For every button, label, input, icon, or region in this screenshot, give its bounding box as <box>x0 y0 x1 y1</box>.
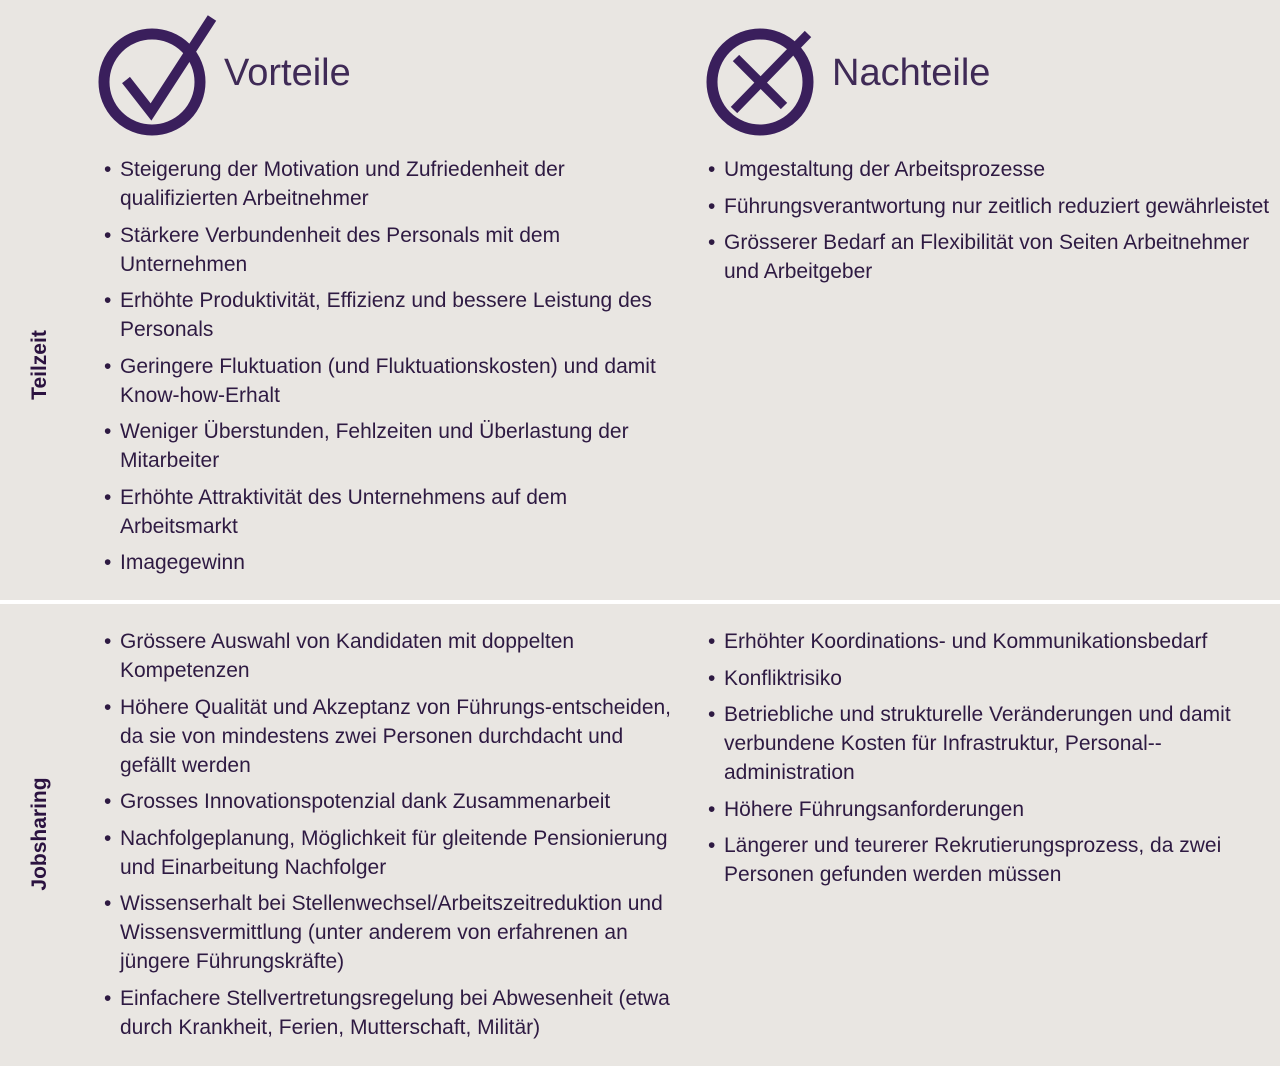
list-item: • Imagegewinn <box>104 548 679 577</box>
list-item: • Erhöhter Koordinations- und Kommunikationsbedarf <box>708 627 1268 656</box>
list-item: • Wissenserhalt bei Stellenwechsel/Arbeitszeitreduktion und Wissensvermittlung (unter anderem von erfahrenen an jüngere Führungskräfte) <box>104 889 679 976</box>
list-item: • Grössere Auswahl von Kandidaten mit doppelten Kompetenzen <box>104 627 679 685</box>
jobsharing-advantages-list <box>104 627 679 1049</box>
list-item: • Höhere Führungsanforderungen <box>708 795 1268 824</box>
checkmark-circle-icon <box>96 14 220 138</box>
x-circle-icon <box>704 14 828 138</box>
list-item: • Umgestaltung der Arbeitsprozesse <box>708 155 1273 184</box>
list-item: • Steigerung der Motivation und Zufriedenheit der qualifizierten Arbeitnehmer <box>104 155 679 213</box>
list-item: • Erhöhte Attraktivität des Unternehmens auf dem Arbeitsmarkt <box>104 483 679 541</box>
advantages-header <box>96 14 351 138</box>
list-item: • Grosses Innovationspotenzial dank Zusammenarbeit <box>104 787 679 816</box>
list-item: • Höhere Qualität und Akzeptanz von Führungs-entscheiden, da sie von mindestens zwei Personen durchdacht und gefällt werden <box>104 693 679 780</box>
teilzeit-advantages-list <box>104 155 679 585</box>
disadvantages-title: Nachteile <box>832 51 991 94</box>
list-item: • Betriebliche und strukturelle Veränderungen und damit verbundene Kosten für Infrastruktur, Personal-administration <box>708 700 1268 787</box>
advantages-title: Vorteile <box>224 51 351 94</box>
list-item: • Grösserer Bedarf an Flexibilität von Seiten Arbeitnehmer und Arbeitgeber <box>708 228 1273 286</box>
teilzeit-disadvantages-list <box>708 155 1273 294</box>
row-label-jobsharing: Jobsharing <box>28 777 51 891</box>
list-item: • Stärkere Verbundenheit des Personals mit dem Unternehmen <box>104 221 679 279</box>
jobsharing-disadvantages-list <box>708 627 1268 897</box>
list-item: • Längerer und teurerer Rekrutierungsprozess, da zwei Personen gefunden werden müssen <box>708 831 1268 889</box>
list-item: • Einfachere Stellvertretungsregelung bei Abwesenheit (etwa durch Krankheit, Ferien, Mutterschaft, Militär) <box>104 984 679 1042</box>
list-item: • Nachfolgeplanung, Möglichkeit für gleitende Pensionierung und Einarbeitung Nachfolger <box>104 824 679 882</box>
list-item: • Erhöhte Produktivität, Effizienz und bessere Leistung des Personals <box>104 286 679 344</box>
row-label-teilzeit: Teilzeit <box>28 330 51 400</box>
list-item: • Konfliktrisiko <box>708 664 1268 693</box>
disadvantages-header <box>704 14 990 138</box>
list-item: • Führungsverantwortung nur zeitlich reduziert gewährleistet <box>708 192 1273 221</box>
list-item: • Weniger Überstunden, Fehlzeiten und Überlastung der Mitarbeiter <box>104 417 679 475</box>
list-item: • Geringere Fluktuation (und Fluktuationskosten) und damit Know-how-Erhalt <box>104 352 679 410</box>
